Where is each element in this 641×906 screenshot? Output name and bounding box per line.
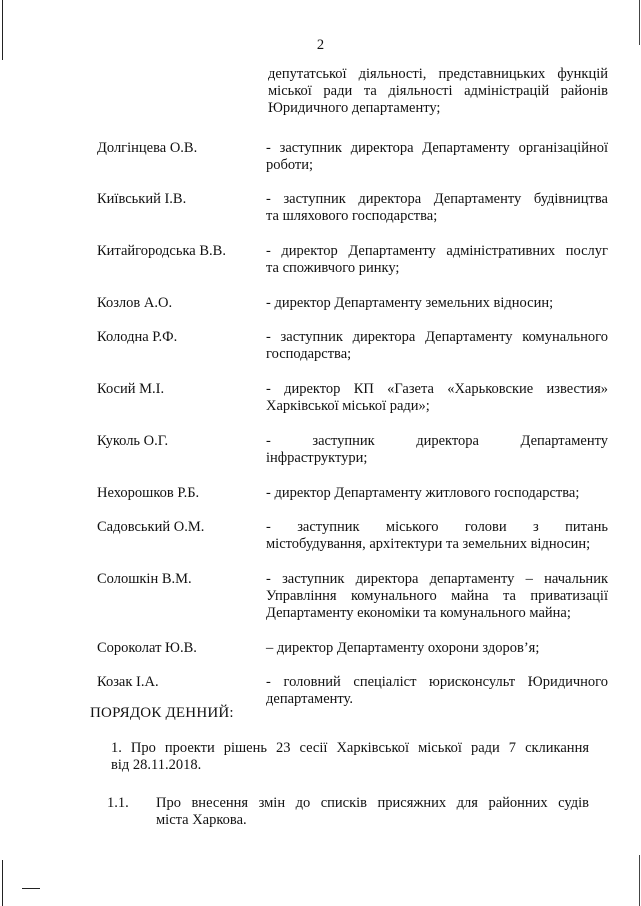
attendee-name: Садовський О.М. <box>97 519 205 535</box>
role-line: та шляхового господарства; <box>266 208 438 224</box>
attendee-name: Козак І.А. <box>97 674 159 690</box>
role-line: департаменту. <box>266 691 353 707</box>
role-line: Департаменту економіки та комунального майна; <box>266 605 571 621</box>
attendee-entry <box>0 519 641 559</box>
intro-line: депутатської діяльності, представницьких функцій <box>268 66 608 82</box>
role-line: роботи; <box>266 157 314 173</box>
page-number: 2 <box>316 37 325 53</box>
role-line: - директор Департаменту земельних відносин; <box>266 295 554 311</box>
role-line: - заступник директора Департаменту організаційної <box>266 140 608 156</box>
agenda-subitem-text <box>156 795 589 829</box>
agenda-item-line: 1. Про проекти рішень 23 сесії Харківської міської ради 7 скликання <box>111 740 589 756</box>
attendee-role <box>266 243 608 277</box>
attendee-name: Долгінцева О.В. <box>97 140 198 156</box>
role-line: - директор Департаменту житлового господарства; <box>266 485 580 501</box>
agenda-item-line: від 28.11.2018. <box>111 757 202 773</box>
attendee-entry <box>0 140 641 180</box>
agenda-subitem-line: міста Харкова. <box>156 812 247 828</box>
attendee-role <box>266 519 608 553</box>
attendee-role <box>266 571 608 622</box>
attendee-role <box>266 191 608 225</box>
attendee-name: Нехорошков Р.Б. <box>97 485 200 501</box>
role-line: - директор Департаменту адміністративних послуг <box>266 243 608 259</box>
attendee-entry <box>0 191 641 231</box>
role-line: - заступник директора Департаменту <box>266 433 608 449</box>
attendee-name: Китайгородська В.В. <box>97 243 226 259</box>
intro-line: міської ради та діяльності адміністрацій районів <box>268 83 608 99</box>
role-line: та споживчого ринку; <box>266 260 400 276</box>
attendee-entry <box>0 381 641 421</box>
attendee-role <box>266 329 608 363</box>
role-line: - директор КП «Газета «Харьковские известия» <box>266 381 608 397</box>
attendee-name: Козлов А.О. <box>97 295 173 311</box>
attendee-name: Косий М.І. <box>97 381 165 397</box>
scan-edge-left-bottom <box>2 860 3 906</box>
attendee-role <box>266 485 608 502</box>
role-line: – директор Департаменту охорони здоров’я; <box>266 640 540 656</box>
agenda-subitem-line: Про внесення змін до списків присяжних для районних судів <box>156 795 589 811</box>
agenda-subitem-number: 1.1. <box>107 795 129 811</box>
attendee-role <box>266 674 608 708</box>
role-line: - заступник міського голови з питань <box>266 519 608 535</box>
role-line: - заступник директора департаменту – начальник <box>266 571 608 587</box>
attendee-entry <box>0 243 641 283</box>
role-line: - заступник директора Департаменту будівництва <box>266 191 608 207</box>
role-line: - головний спеціаліст юрисконсульт Юридичного <box>266 674 608 690</box>
role-line: інфраструктури; <box>266 450 368 466</box>
attendee-name: Сороколат Ю.В. <box>97 640 197 656</box>
attendee-name: Куколь О.Г. <box>97 433 169 449</box>
attendee-role <box>266 381 608 415</box>
attendee-role <box>266 433 608 467</box>
agenda-item-1 <box>111 740 589 774</box>
agenda-heading: ПОРЯДОК ДЕННИЙ: <box>90 705 234 721</box>
attendee-name: Солошкін В.М. <box>97 571 192 587</box>
attendee-role <box>266 140 608 174</box>
role-line: Управління комунального майна та приватизації <box>266 588 608 604</box>
scan-edge-right-bottom <box>639 855 640 906</box>
intro-continuation <box>268 66 608 117</box>
scan-edge-bottom-mark <box>22 888 40 889</box>
role-line: господарства; <box>266 346 352 362</box>
attendee-role <box>266 640 608 657</box>
attendee-name: Київський І.В. <box>97 191 187 207</box>
attendee-entry <box>0 571 641 631</box>
attendee-name: Колодна Р.Ф. <box>97 329 178 345</box>
attendee-role <box>266 295 608 312</box>
attendee-entry <box>0 433 641 473</box>
intro-line: Юридичного департаменту; <box>268 100 441 116</box>
role-line: містобудування, архітектури та земельних відносин; <box>266 536 591 552</box>
role-line: - заступник директора Департаменту комунального <box>266 329 608 345</box>
role-line: Харківської міської ради»; <box>266 398 430 414</box>
attendee-entry <box>0 329 641 369</box>
